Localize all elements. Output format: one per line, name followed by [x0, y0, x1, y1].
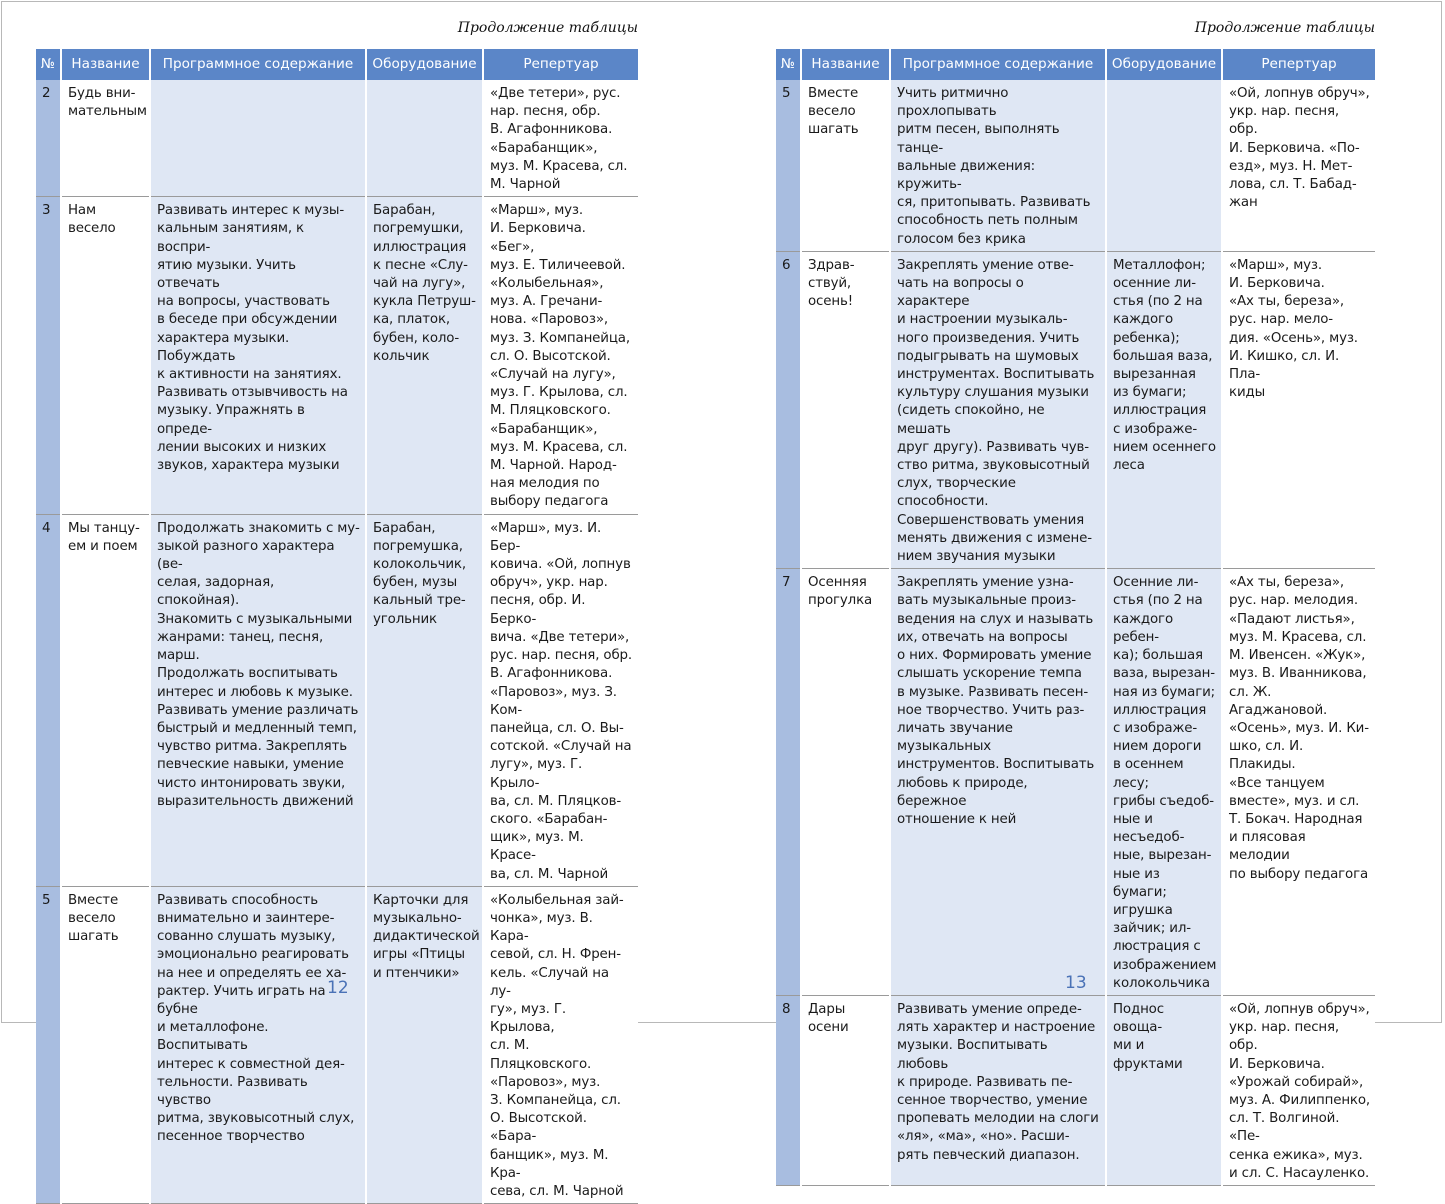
header-name: Название [801, 49, 890, 80]
program-table [36, 49, 638, 1204]
row-repertoire: «Марш», муз. И. Берковича. «Ах ты, береза», рус. нар. мело- дия. «Осень», муз. И. Кишко, сл. И. Пла- киды [1222, 251, 1375, 568]
row-content: Закреплять умение узна- вать музыкальные произ- ведения на слух и называть их, отвечать на вопросы о них. Формировать умение слышать ускорение темпа в музыке. Развивать песен- ное творчество. Учить раз- личать звучание музыкальных инструментов. Воспитывать любовь к природе, бережное отношение к ней [890, 569, 1106, 996]
row-number: 8 [776, 995, 801, 1185]
table-row [36, 514, 638, 886]
row-number: 7 [776, 569, 801, 996]
row-title: Нам весело [61, 197, 150, 514]
row-title: Будь вни- мательным [61, 80, 150, 197]
header-content: Программное содержание [890, 49, 1106, 80]
row-equipment: Барабан, погремушки, иллюстрация к песне «Слу- чай на лугу», кукла Петруш- ка, платок, бубен, коло- кольчик [366, 197, 483, 514]
row-title: Осенняя прогулка [801, 569, 890, 996]
row-content: Учить ритмично прохлопывать ритм песен, выполнять танце- вальные движения: кружить- ся, притопывать. Развивать способность петь полным голосом без крика [890, 80, 1106, 251]
row-equipment: Барабан, погремушка, колокольчик, бубен, музы кальный тре- угольник [366, 514, 483, 886]
row-content: Развивать интерес к музы- кальным занятиям, к воспри- ятию музыки. Учить отвечать на вопросы, участвовать в беседе при обсуждении характера музыки. Побуждать к активности на занятиях. Развивать отзывчивость на музыку. Упражнять в опреде- лении высоких и низких звуков, характера музыки [150, 197, 366, 514]
row-equipment [366, 80, 483, 197]
table-header-row [36, 49, 638, 80]
row-repertoire: «Марш», муз. И. Бер- ковича. «Ой, лопнув обруч», укр. нар. песня, обр. И. Берко- вича. «Две тетери», рус. нар. песня, обр. В. Агафонникова. «Паровоз», муз. З. Ком- панейца, сл. О. Вы- сотской. «Случай на лугу», муз. Г. Крыло- ва, сл. М. Пляцков- ского. «Барабан- щик», муз. М. Красе- ва, сл. М. Чарной [483, 514, 638, 886]
row-title: Вместе весело шагать [801, 80, 890, 251]
header-number: № [776, 49, 801, 80]
row-content [150, 80, 366, 197]
row-number: 5 [36, 886, 61, 1203]
row-title: Мы танцу- ем и поем [61, 514, 150, 886]
row-equipment: Поднос овоща- ми и фруктами [1106, 995, 1222, 1185]
header-repertoire: Репертуар [483, 49, 638, 80]
row-content: Развивать умение опреде- лять характер и настроение музыки. Воспитывать любовь к природе. Развивать пе- сенное творчество, умение пропевать мелодии на слоги «ля», «ма», «но». Расши- рять певческий диапазон. [890, 995, 1106, 1185]
header-equipment: Оборудование [1106, 49, 1222, 80]
row-title: Вместе весело шагать [61, 886, 150, 1203]
table-row [36, 886, 638, 1203]
table-row [776, 995, 1375, 1185]
row-repertoire: «Ой, лопнув обруч», укр. нар. песня, обр. И. Берковича. «По- езд», муз. Н. Мет- лова, сл. Т. Бабад- жан [1222, 80, 1375, 251]
table-row [36, 80, 638, 197]
header-number: № [36, 49, 61, 80]
row-content: Развивать способность внимательно и заинтере- сованно слушать музыку, эмоционально реагировать на нее и определять ее ха- рактер. Учить играть на бубне и металлофоне. Воспитывать интерес к совместной дея- тельности. Развивать чувство ритма, звуковысотный слух, песенное творчество [150, 886, 366, 1203]
row-equipment: Осенние ли- стья (по 2 на каждого ребен- ка); большая ваза, вырезан- ная из бумаги; иллюстрация с изображе- нием дороги в осеннем лесу; грибы съедоб- ные и несъедоб- ные, вырезан- ные из бумаги; игрушка зайчик; ил- люстрация с изображением колокольчика [1106, 569, 1222, 996]
header-equipment: Оборудование [366, 49, 483, 80]
page-number-left: 12 [327, 978, 349, 998]
row-equipment [1106, 80, 1222, 251]
continuation-label: Продолжение таблицы [1194, 20, 1375, 36]
row-title: Здрав- ствуй, осень! [801, 251, 890, 568]
page-number-right: 13 [1065, 973, 1087, 993]
row-content: Продолжать знакомить с му- зыкой разного характера (ве- селая, задорная, спокойная). Знакомить с музыкальными жанрами: танец, песня, марш. Продолжать воспитывать интерес и любовь к музыке. Развивать умение различать быстрый и медленный темп, чувство ритма. Закреплять певческие навыки, умение чисто интонировать звуки, выразительность движений [150, 514, 366, 886]
row-number: 5 [776, 80, 801, 251]
table-row [776, 569, 1375, 996]
row-number: 6 [776, 251, 801, 568]
row-number: 4 [36, 514, 61, 886]
row-repertoire: «Колыбельная зай- чонка», муз. В. Кара- севой, сл. Н. Френ- кель. «Случай на лу- гу», муз. Г. Крылова, сл. М. Пляцковского. «Паровоз», муз. З. Компанейца, сл. О. Высотской. «Бара- банщик», муз. М. Кра- сева, сл. М. Чарной [483, 886, 638, 1203]
row-repertoire: «Марш», муз. И. Берковича. «Бег», муз. Е. Тиличеевой. «Колыбельная», муз. А. Гречани- нова. «Паровоз», муз. З. Компанейца, сл. О. Высотской. «Случай на лугу», муз. Г. Крылова, сл. М. Пляцковского. «Барабанщик», муз. М. Красева, сл. М. Чарной. Народ- ная мелодия по выбору педагога [483, 197, 638, 514]
row-number: 3 [36, 197, 61, 514]
row-title: Дары осени [801, 995, 890, 1185]
table-row [36, 197, 638, 514]
row-equipment: Металлофон; осенние ли- стья (по 2 на каждого ребенка); большая ваза, вырезанная из бумаги; иллюстрация с изображе- нием осеннего леса [1106, 251, 1222, 568]
row-number: 2 [36, 80, 61, 197]
header-name: Название [61, 49, 150, 80]
row-repertoire: «Ой, лопнув обруч», укр. нар. песня, обр. И. Берковича. «Урожай собирай», муз. А. Филиппенко, сл. Т. Волгиной. «Пе- сенка ежика», муз. и сл. С. Насауленко. [1222, 995, 1375, 1185]
row-content: Закреплять умение отве- чать на вопросы о характере и настроении музыкаль- ного произведения. Учить подыгрывать на шумовых инструментах. Воспитывать культуру слушания музыки (сидеть спокойно, не мешать друг другу). Развивать чув- ство ритма, звуковысотный слух, творческие способности. Совершенствовать умения менять движения с измене- нием звучания музыки [890, 251, 1106, 568]
table-row [776, 80, 1375, 251]
program-table [776, 49, 1375, 1186]
table-row [776, 251, 1375, 568]
table-header-row [776, 49, 1375, 80]
header-repertoire: Репертуар [1222, 49, 1375, 80]
continuation-label: Продолжение таблицы [457, 20, 638, 36]
row-repertoire: «Две тетери», рус. нар. песня, обр. В. Агафонникова. «Барабанщик», муз. М. Красева, сл. М. Чарной [483, 80, 638, 197]
row-equipment: Карточки для музыкально- дидактической игры «Птицы и птенчики» [366, 886, 483, 1203]
row-repertoire: «Ах ты, береза», рус. нар. мелодия. «Падают листья», муз. М. Красева, сл. М. Ивенсен. «Жук», муз. В. Иванникова, сл. Ж. Агаджановой. «Осень», муз. И. Ки- шко, сл. И. Плакиды. «Все танцуем вместе», муз. и сл. Т. Бокач. Народная и плясовая мелодии по выбору педагога [1222, 569, 1375, 996]
header-content: Программное содержание [150, 49, 366, 80]
